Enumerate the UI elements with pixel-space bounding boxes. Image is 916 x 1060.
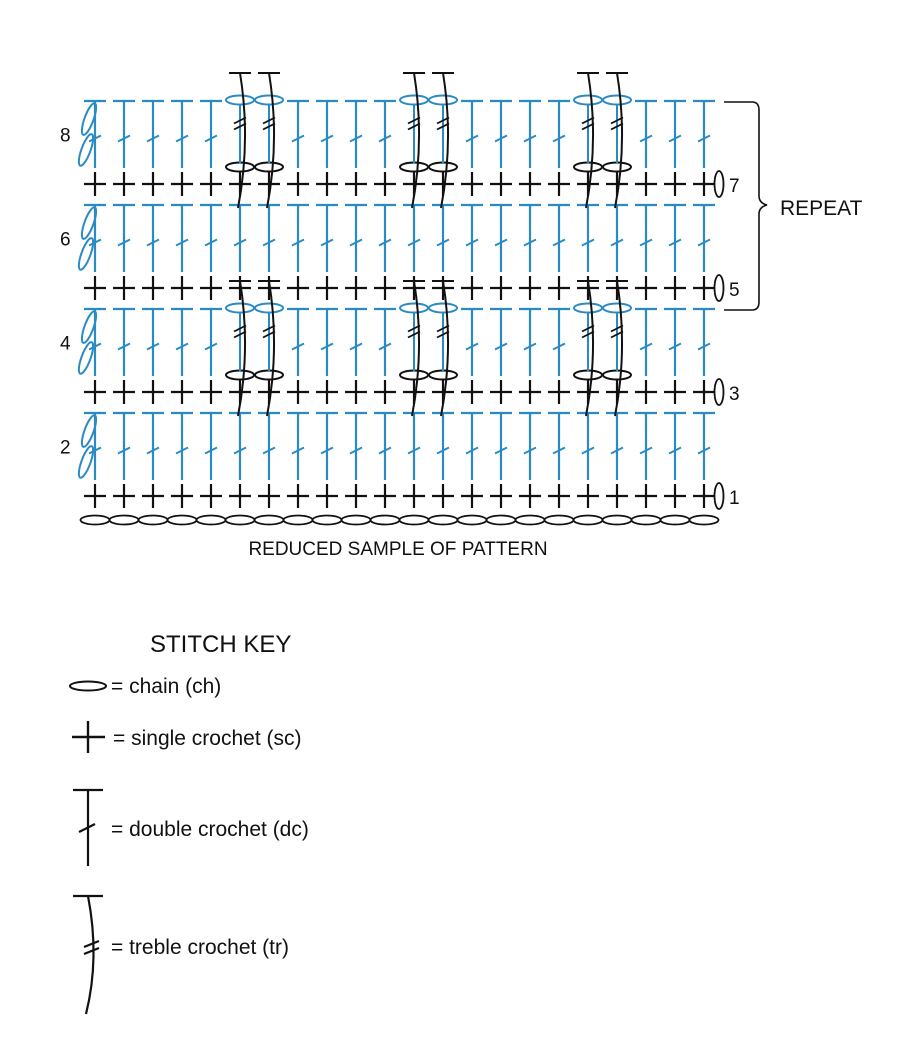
double-crochet-stitch <box>403 205 425 272</box>
single-crochet-stitch <box>374 380 396 404</box>
double-crochet-stitch <box>171 413 193 480</box>
key-label-treble-crochet: = treble crochet (tr) <box>111 936 289 959</box>
treble-bottom-chain <box>429 371 457 380</box>
double-crochet-stitch <box>287 309 309 376</box>
double-crochet-stitch <box>374 101 396 168</box>
treble-top-chain <box>255 304 283 313</box>
foundation-chain-stitch <box>110 516 139 525</box>
foundation-chain-stitch <box>255 516 284 525</box>
double-crochet-stitch <box>316 309 338 376</box>
double-crochet-stitch <box>403 413 425 480</box>
single-crochet-stitch <box>664 380 686 404</box>
single-crochet-stitch <box>142 380 164 404</box>
double-crochet-stitch <box>577 413 599 480</box>
turning-chain <box>715 275 724 301</box>
double-crochet-stitch <box>287 205 309 272</box>
single-crochet-stitch <box>84 276 106 300</box>
single-crochet-stitch <box>287 276 309 300</box>
double-crochet-stitch <box>664 101 686 168</box>
treble-top-chain <box>429 304 457 313</box>
double-crochet-stitch <box>577 205 599 272</box>
double-crochet-stitch <box>200 205 222 272</box>
stitch-key-title: STITCH KEY <box>150 631 292 658</box>
single-crochet-stitch <box>316 380 338 404</box>
single-crochet-stitch <box>548 484 570 508</box>
single-crochet-stitch <box>693 380 715 404</box>
double-crochet-stitch <box>142 101 164 168</box>
single-crochet-stitch <box>490 484 512 508</box>
double-crochet-stitch <box>316 205 338 272</box>
foundation-chain-stitch <box>284 516 313 525</box>
double-crochet-stitch <box>519 101 541 168</box>
key-label-single-crochet: = single crochet (sc) <box>113 727 302 750</box>
double-crochet-stitch <box>258 413 280 480</box>
treble-bottom-chain <box>226 371 254 380</box>
double-crochet-stitch <box>345 309 367 376</box>
single-crochet-stitch <box>693 484 715 508</box>
single-crochet-stitch <box>548 172 570 196</box>
treble-top-chain <box>226 96 254 105</box>
row-label-4: 4 <box>60 333 71 355</box>
row-label-1: 1 <box>729 488 740 509</box>
treble-bottom-chain <box>400 163 428 172</box>
foundation-chain-stitch <box>429 516 458 525</box>
treble-top-chain <box>255 96 283 105</box>
repeat-label: REPEAT <box>780 197 863 220</box>
double-crochet-stitch <box>345 101 367 168</box>
single-crochet-stitch <box>403 484 425 508</box>
foundation-chain-stitch <box>139 516 168 525</box>
double-crochet-stitch <box>519 309 541 376</box>
single-crochet-stitch <box>287 484 309 508</box>
single-crochet-stitch <box>113 484 135 508</box>
single-crochet-stitch <box>316 172 338 196</box>
treble-top-chain <box>429 96 457 105</box>
double-crochet-stitch <box>490 101 512 168</box>
single-crochet-stitch <box>664 276 686 300</box>
double-crochet-stitch <box>345 413 367 480</box>
double-crochet-stitch <box>345 205 367 272</box>
double-crochet-stitch <box>171 309 193 376</box>
single-crochet-stitch <box>519 172 541 196</box>
single-crochet-stitch <box>142 276 164 300</box>
treble-pair <box>574 73 631 208</box>
double-crochet-stitch <box>635 309 657 376</box>
foundation-chain-stitch <box>603 516 632 525</box>
treble-pair <box>400 73 457 208</box>
double-crochet-stitch <box>432 413 454 480</box>
single-crochet-stitch <box>461 484 483 508</box>
double-crochet-stitch <box>693 101 715 168</box>
single-crochet-stitch <box>490 172 512 196</box>
single-crochet-stitch <box>374 276 396 300</box>
double-crochet-row <box>84 73 715 208</box>
row-label-3: 3 <box>729 384 740 405</box>
row-label-5: 5 <box>729 280 740 301</box>
key-label-chain: = chain (ch) <box>111 675 222 698</box>
double-crochet-row <box>84 205 715 272</box>
treble-bottom-chain <box>255 371 283 380</box>
turning-chain <box>715 171 724 197</box>
single-crochet-stitch <box>142 484 164 508</box>
double-crochet-row <box>84 413 715 480</box>
row-label-8: 8 <box>60 125 71 147</box>
single-crochet-stitch <box>606 276 628 300</box>
double-crochet-stitch <box>287 413 309 480</box>
treble-bottom-chain <box>574 163 602 172</box>
double-crochet-stitch <box>316 413 338 480</box>
single-crochet-stitch <box>258 484 280 508</box>
single-crochet-stitch <box>229 276 251 300</box>
single-crochet-stitch <box>345 276 367 300</box>
double-crochet-stitch <box>490 205 512 272</box>
foundation-chain-stitch <box>574 516 603 525</box>
single-crochet-stitch <box>461 276 483 300</box>
double-crochet-stitch <box>258 205 280 272</box>
foundation-chain-stitch <box>197 516 226 525</box>
treble-pair <box>574 281 631 416</box>
foundation-chain-stitch <box>81 516 110 525</box>
single-crochet-stitch <box>635 276 657 300</box>
single-crochet-stitch <box>490 380 512 404</box>
turning-chain <box>76 133 96 168</box>
double-crochet-stitch <box>171 101 193 168</box>
double-crochet-stitch <box>664 413 686 480</box>
single-crochet-stitch <box>664 172 686 196</box>
single-crochet-stitch <box>577 484 599 508</box>
treble-top-chain <box>400 304 428 313</box>
single-crochet-stitch <box>519 276 541 300</box>
single-crochet-stitch <box>461 172 483 196</box>
treble-top-chain <box>603 304 631 313</box>
double-crochet-stitch <box>606 413 628 480</box>
foundation-chain-stitch <box>487 516 516 525</box>
double-crochet-stitch <box>519 205 541 272</box>
double-crochet-stitch <box>316 101 338 168</box>
turning-chain <box>76 445 96 480</box>
key-label-double-crochet: = double crochet (dc) <box>111 818 309 841</box>
single-crochet-stitch <box>171 380 193 404</box>
single-crochet-stitch <box>519 484 541 508</box>
single-crochet-stitch <box>664 484 686 508</box>
double-crochet-stitch <box>693 413 715 480</box>
single-crochet-stitch <box>606 484 628 508</box>
treble-top-chain <box>226 304 254 313</box>
single-crochet-stitch <box>345 380 367 404</box>
double-crochet-symbol-icon <box>73 790 103 866</box>
foundation-chain-stitch <box>661 516 690 525</box>
double-crochet-stitch <box>548 205 570 272</box>
single-crochet-stitch <box>113 276 135 300</box>
foundation-chain-stitch <box>313 516 342 525</box>
double-crochet-stitch <box>461 309 483 376</box>
double-crochet-stitch <box>229 413 251 480</box>
double-crochet-stitch <box>693 205 715 272</box>
double-crochet-stitch <box>142 309 164 376</box>
foundation-chain-stitch <box>371 516 400 525</box>
treble-bottom-chain <box>400 371 428 380</box>
single-crochet-stitch <box>635 172 657 196</box>
double-crochet-stitch <box>113 205 135 272</box>
single-crochet-stitch <box>200 380 222 404</box>
single-crochet-stitch <box>432 276 454 300</box>
single-crochet-stitch <box>200 276 222 300</box>
double-crochet-stitch <box>461 413 483 480</box>
row-label-7: 7 <box>729 176 740 197</box>
treble-bottom-chain <box>255 163 283 172</box>
double-crochet-stitch <box>519 413 541 480</box>
single-crochet-stitch <box>345 484 367 508</box>
turning-chain <box>76 341 96 376</box>
double-crochet-stitch <box>374 413 396 480</box>
treble-bottom-chain <box>603 371 631 380</box>
treble-bottom-chain <box>429 163 457 172</box>
double-crochet-stitch <box>142 205 164 272</box>
foundation-chain-stitch <box>458 516 487 525</box>
treble-bottom-chain <box>574 371 602 380</box>
treble-pair <box>226 73 283 208</box>
single-crochet-stitch <box>84 484 106 508</box>
single-crochet-stitch <box>84 380 106 404</box>
single-crochet-stitch <box>432 484 454 508</box>
turning-chain <box>715 483 724 509</box>
single-crochet-stitch <box>577 276 599 300</box>
foundation-chain-stitch <box>168 516 197 525</box>
treble-pair <box>400 281 457 416</box>
single-crochet-stitch <box>287 172 309 196</box>
double-crochet-stitch <box>374 309 396 376</box>
single-crochet-stitch <box>200 484 222 508</box>
foundation-chain-stitch <box>545 516 574 525</box>
pattern-caption: REDUCED SAMPLE OF PATTERN <box>248 539 548 560</box>
treble-top-chain <box>574 304 602 313</box>
single-crochet-stitch <box>403 276 425 300</box>
turning-chain <box>76 237 96 272</box>
single-crochet-stitch <box>316 276 338 300</box>
single-crochet-symbol-icon <box>72 721 105 753</box>
double-crochet-stitch <box>200 101 222 168</box>
double-crochet-stitch <box>171 205 193 272</box>
single-crochet-stitch <box>113 172 135 196</box>
treble-top-chain <box>400 96 428 105</box>
row-label-2: 2 <box>60 437 71 459</box>
double-crochet-stitch <box>200 309 222 376</box>
single-crochet-stitch <box>171 172 193 196</box>
single-crochet-stitch <box>519 380 541 404</box>
double-crochet-stitch <box>635 101 657 168</box>
double-crochet-stitch <box>287 101 309 168</box>
single-crochet-stitch <box>287 380 309 404</box>
pattern-chart <box>76 73 723 525</box>
double-crochet-stitch <box>693 309 715 376</box>
double-crochet-stitch <box>142 413 164 480</box>
single-crochet-stitch <box>548 276 570 300</box>
double-crochet-stitch <box>548 101 570 168</box>
double-crochet-stitch <box>490 413 512 480</box>
stitch-key <box>70 631 309 1014</box>
foundation-chain-stitch <box>632 516 661 525</box>
double-crochet-stitch <box>490 309 512 376</box>
treble-top-chain <box>603 96 631 105</box>
treble-top-chain <box>574 96 602 105</box>
single-crochet-stitch <box>171 484 193 508</box>
single-crochet-stitch <box>171 276 193 300</box>
single-crochet-stitch <box>229 484 251 508</box>
foundation-chain-stitch <box>400 516 429 525</box>
double-crochet-row <box>84 281 715 416</box>
double-crochet-stitch <box>461 205 483 272</box>
turning-chain <box>715 379 724 405</box>
treble-bottom-chain <box>603 163 631 172</box>
single-crochet-stitch <box>635 380 657 404</box>
foundation-chain-stitch <box>516 516 545 525</box>
chain-symbol-icon <box>70 682 106 691</box>
double-crochet-stitch <box>548 413 570 480</box>
single-crochet-row <box>84 276 715 300</box>
single-crochet-stitch <box>693 172 715 196</box>
single-crochet-stitch <box>200 172 222 196</box>
single-crochet-stitch <box>316 484 338 508</box>
single-crochet-stitch <box>142 172 164 196</box>
double-crochet-stitch <box>432 205 454 272</box>
foundation-chain-stitch <box>226 516 255 525</box>
single-crochet-stitch <box>548 380 570 404</box>
double-crochet-stitch <box>200 413 222 480</box>
single-crochet-stitch <box>113 380 135 404</box>
double-crochet-stitch <box>113 309 135 376</box>
double-crochet-stitch <box>229 205 251 272</box>
single-crochet-stitch <box>461 380 483 404</box>
single-crochet-stitch <box>84 172 106 196</box>
double-crochet-stitch <box>113 101 135 168</box>
single-crochet-stitch <box>258 276 280 300</box>
double-crochet-stitch <box>664 309 686 376</box>
treble-pair <box>226 281 283 416</box>
double-crochet-stitch <box>635 413 657 480</box>
single-crochet-row <box>84 484 715 508</box>
double-crochet-stitch <box>606 205 628 272</box>
treble-bottom-chain <box>226 163 254 172</box>
row-label-6: 6 <box>60 229 71 251</box>
double-crochet-stitch <box>113 413 135 480</box>
single-crochet-stitch <box>374 172 396 196</box>
treble-crochet-symbol-icon <box>73 896 103 1014</box>
double-crochet-stitch <box>548 309 570 376</box>
repeat-bracket <box>724 102 767 310</box>
double-crochet-stitch <box>664 205 686 272</box>
single-crochet-stitch <box>374 484 396 508</box>
double-crochet-stitch <box>374 205 396 272</box>
single-crochet-stitch <box>490 276 512 300</box>
single-crochet-stitch <box>635 484 657 508</box>
single-crochet-stitch <box>693 276 715 300</box>
single-crochet-stitch <box>345 172 367 196</box>
foundation-chain-stitch <box>690 516 719 525</box>
double-crochet-stitch <box>635 205 657 272</box>
double-crochet-stitch <box>461 101 483 168</box>
foundation-chain-stitch <box>342 516 371 525</box>
